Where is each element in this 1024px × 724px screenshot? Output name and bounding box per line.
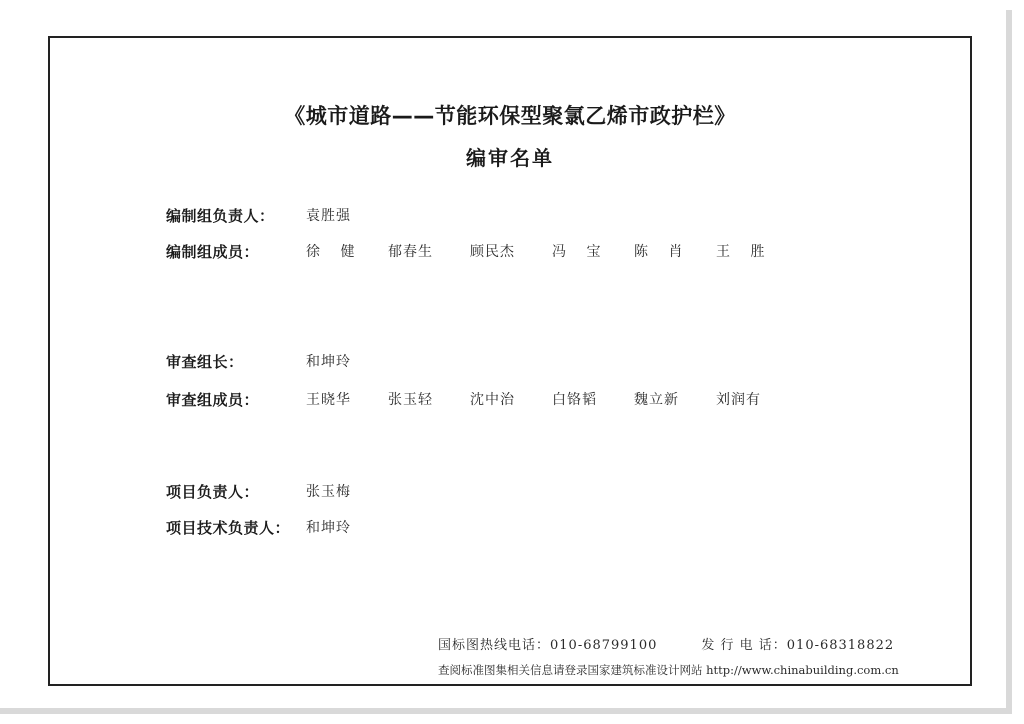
person-name: 徐 健 xyxy=(306,244,363,260)
name-list xyxy=(306,205,388,225)
person-name: 冯 宝 xyxy=(552,244,609,260)
name-list xyxy=(306,389,798,409)
name-list xyxy=(306,351,388,371)
person-name: 袁胜强 xyxy=(306,208,351,224)
row-label: 编制组成员： xyxy=(166,242,260,261)
person-name: 王晓华 xyxy=(306,392,351,408)
person-name: 白铬韬 xyxy=(552,392,597,408)
project-lead-row xyxy=(166,480,388,502)
person-name: 王 胜 xyxy=(716,244,773,260)
row-label: 审查组成员： xyxy=(166,390,260,409)
document-frame xyxy=(48,36,972,686)
row-label: 项目技术负责人： xyxy=(166,518,291,537)
page-edge-shadow-bottom xyxy=(0,708,1012,714)
person-name: 郁春生 xyxy=(388,244,433,260)
person-name: 刘润有 xyxy=(716,392,761,408)
hotline-text: 国标图热线电话：010-68799100 xyxy=(438,638,658,653)
document-title: 《城市道路——节能环保型聚氯乙烯市政护栏》 xyxy=(284,104,736,128)
name-list xyxy=(306,481,388,501)
name-list xyxy=(306,241,798,261)
person-name: 陈 肖 xyxy=(634,244,691,260)
sales-phone-text: 发 行 电 话：010-68318822 xyxy=(701,638,895,653)
compile-lead-row xyxy=(166,204,388,226)
review-lead-row xyxy=(166,350,388,372)
person-name: 和坤玲 xyxy=(306,520,351,536)
review-members-row xyxy=(166,388,798,410)
row-label: 项目负责人： xyxy=(166,482,260,501)
person-name: 沈中治 xyxy=(470,392,515,408)
person-name: 张玉轻 xyxy=(388,392,433,408)
row-label: 编制组负责人： xyxy=(166,206,275,225)
person-name: 顾民杰 xyxy=(470,244,515,260)
name-list xyxy=(306,517,388,537)
person-name: 魏立新 xyxy=(634,392,679,408)
person-name: 张玉梅 xyxy=(306,484,351,500)
person-name: 和坤玲 xyxy=(306,354,351,370)
document-subtitle: 编审名单 xyxy=(466,146,554,170)
project-tech-lead-row xyxy=(166,516,388,538)
page-edge-shadow-right xyxy=(1006,10,1012,710)
footer-phone-line xyxy=(438,634,894,653)
compile-members-row xyxy=(166,240,798,262)
footer-website-line: 查阅标准图集相关信息请登录国家建筑标准设计网站 http://www.chinabuilding.com.cn xyxy=(438,663,899,677)
row-label: 审查组长： xyxy=(166,352,244,371)
